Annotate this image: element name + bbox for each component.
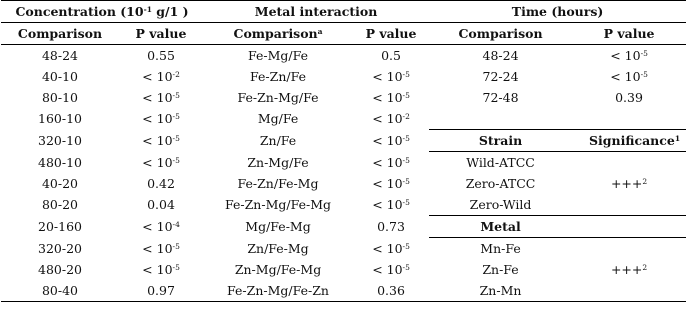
comparison-cell: 72-48 [482, 90, 519, 105]
table-row [1, 194, 686, 216]
time-group-header: Time (hours) [429, 1, 686, 23]
comparison-cell: Zn/Fe [259, 133, 297, 148]
comparison-cell: Zn-Mg/Fe [247, 154, 309, 170]
p-value-cell: < $10^{-5}$ [142, 133, 180, 148]
comparison-cell: 72-24 [482, 69, 519, 84]
strain-cell: Wild-ATCC [466, 155, 535, 170]
pvalue-table [1, 0, 686, 302]
comparison-header: Comparison [1, 23, 119, 45]
comparison-cell: 48-24 [482, 48, 519, 63]
comparison-cell: Fe-Zn/Fe [250, 69, 306, 84]
metal-interaction-group-header: Metal interaction [203, 1, 429, 23]
strain-header: Strain [429, 130, 572, 152]
p-value-cell: < $10^{-5}$ [142, 262, 180, 277]
p-value-cell: < $10^{-5}$ [142, 240, 180, 256]
comparison-cell: Mg/Fe [257, 111, 299, 127]
group-header-row [1, 1, 686, 23]
p-value-cell: 0.39 [615, 90, 643, 105]
comparison-cell: 480-20 [38, 262, 82, 277]
significance-cell [572, 152, 686, 174]
p-value-cell: < $10^{-5}$ [372, 197, 410, 213]
comparison-cell: 40-10 [41, 69, 79, 84]
empty-cell [572, 216, 686, 238]
table-body [1, 45, 686, 302]
p-value-cell: < $10^{-5}$ [142, 90, 180, 105]
table-row [1, 108, 686, 130]
p-value-cell: < $10^{-5}$ [610, 48, 648, 63]
table-row [1, 216, 686, 238]
metal-cell: Mn-Fe [480, 241, 521, 256]
p-value-cell: < $10^{-5}$ [372, 262, 410, 277]
comparison-header: Comparison$^a$ [203, 23, 353, 45]
p-value-cell: 0.36 [353, 280, 429, 302]
comparison-cell: Zn/Fe-Mg [247, 240, 309, 256]
significance-cell [572, 280, 686, 302]
p-value-cell: < $10^{-5}$ [372, 176, 410, 191]
p-value-cell: 0.42 [147, 176, 175, 191]
p-value-cell: 0.55 [147, 48, 175, 63]
table-row [1, 173, 686, 194]
p-value-cell: 0.5 [381, 48, 401, 63]
comparison-header: Comparison [429, 23, 572, 45]
p-value-cell: 0.97 [119, 280, 203, 302]
comparison-cell: Zn-Mg/Fe-Mg [234, 262, 322, 277]
comparison-cell: 80-40 [1, 280, 119, 302]
comparison-cell: Fe-Zn-Mg/Fe-Mg [225, 197, 332, 213]
comparison-cell: Mg/Fe-Mg [245, 219, 311, 234]
p-value-cell: < $10^{-2}$ [372, 111, 410, 127]
table-row [1, 280, 686, 302]
p-value-cell: < $10^{-5}$ [372, 90, 410, 105]
pvalue-header: P value [119, 23, 203, 45]
comparison-cell: Fe-Zn-Mg/Fe [237, 90, 319, 105]
significance-header: Significance$^1$ [572, 130, 686, 152]
significance-cell: +++$^2$ [610, 176, 648, 191]
pvalue-header: P value [572, 23, 686, 45]
p-value-cell: 0.04 [147, 197, 175, 213]
comparison-cell: 320-20 [38, 240, 82, 256]
table-row [1, 66, 686, 87]
comparison-cell: Fe-Zn/Fe-Mg [237, 176, 319, 191]
metal-cell: Zn-Fe [482, 262, 519, 277]
p-value-cell: < $10^{-5}$ [372, 240, 410, 256]
empty-cell [572, 108, 686, 130]
comparison-cell: Fe-Zn-Mg/Fe-Zn [203, 280, 353, 302]
metal-header: Metal [429, 216, 572, 238]
comparison-cell: 320-10 [38, 133, 82, 148]
p-value-cell: < $10^{-2}$ [142, 69, 180, 84]
metal-cell: Zn-Mn [429, 280, 572, 302]
strain-cell: Zero-Wild [429, 194, 572, 216]
table-row [1, 259, 686, 280]
p-value-cell: < $10^{-5}$ [142, 111, 180, 127]
table-row [1, 130, 686, 152]
significance-cell [572, 238, 686, 260]
concentration-group-header: Concentration ($10^{-1}$ g/1 ) [1, 1, 203, 23]
significance-cell: +++$^2$ [610, 262, 648, 277]
p-value-cell: < $10^{-5}$ [372, 69, 410, 84]
table-row [1, 45, 686, 67]
pvalue-header: P value [353, 23, 429, 45]
table-row [1, 87, 686, 108]
comparison-cell: 80-10 [41, 90, 79, 105]
comparison-cell: 48-24 [41, 48, 79, 63]
comparison-cell: 40-20 [41, 176, 79, 191]
column-header-row [1, 23, 686, 45]
table-row [1, 152, 686, 174]
comparison-cell: 80-20 [41, 197, 79, 213]
p-value-cell: 0.73 [377, 219, 405, 234]
p-value-cell: < $10^{-5}$ [142, 154, 180, 170]
empty-cell [429, 108, 572, 130]
strain-cell: Zero-ATCC [465, 176, 536, 191]
p-value-cell: < $10^{-5}$ [372, 133, 410, 148]
comparison-cell: 160-10 [38, 111, 82, 127]
significance-cell [572, 194, 686, 216]
table-row [1, 238, 686, 260]
p-value-cell: < $10^{-4}$ [142, 219, 180, 234]
p-value-cell: < $10^{-5}$ [610, 69, 648, 84]
comparison-cell: 480-10 [38, 154, 82, 170]
comparison-cell: 20-160 [38, 219, 82, 234]
comparison-cell: Fe-Mg/Fe [248, 48, 309, 63]
p-value-cell: < $10^{-5}$ [372, 154, 410, 170]
